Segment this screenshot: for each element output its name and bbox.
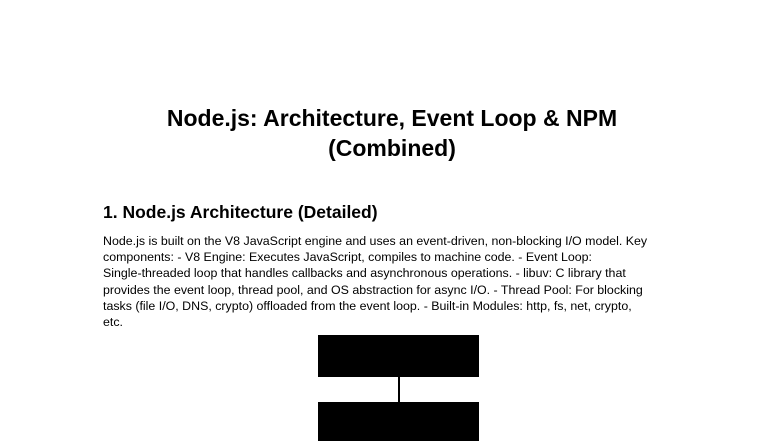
- body-line: tasks (file I/O, DNS, crypto) offloaded from the event loop. - Built-in Modules: http, fs, net, crypto,: [103, 298, 632, 313]
- diagram-connector: [398, 377, 400, 402]
- document-title-line: (Combined): [328, 135, 456, 161]
- body-line: Single-threaded loop that handles callbacks and asynchronous operations. - libuv: C library that: [103, 266, 626, 281]
- section-heading: 1. Node.js Architecture (Detailed): [103, 202, 378, 222]
- body-line: etc.: [103, 315, 123, 330]
- body-line: components: - V8 Engine: Executes JavaScript, compiles to machine code. - Event Loop:: [103, 250, 593, 265]
- section-body: [103, 233, 703, 330]
- diagram-box: [318, 402, 479, 441]
- diagram-box: [318, 335, 479, 377]
- document-title-line: Node.js: Architecture, Event Loop & NPM: [166, 105, 618, 131]
- body-line: Node.js is built on the V8 JavaScript engine and uses an event-driven, non-blocking I/O model. Key: [103, 234, 648, 248]
- body-line: provides the event loop, thread pool, and OS abstraction for async I/O. - Thread Pool: For blocking: [103, 282, 643, 297]
- architecture-diagram: [318, 335, 480, 441]
- document-title: [92, 103, 692, 163]
